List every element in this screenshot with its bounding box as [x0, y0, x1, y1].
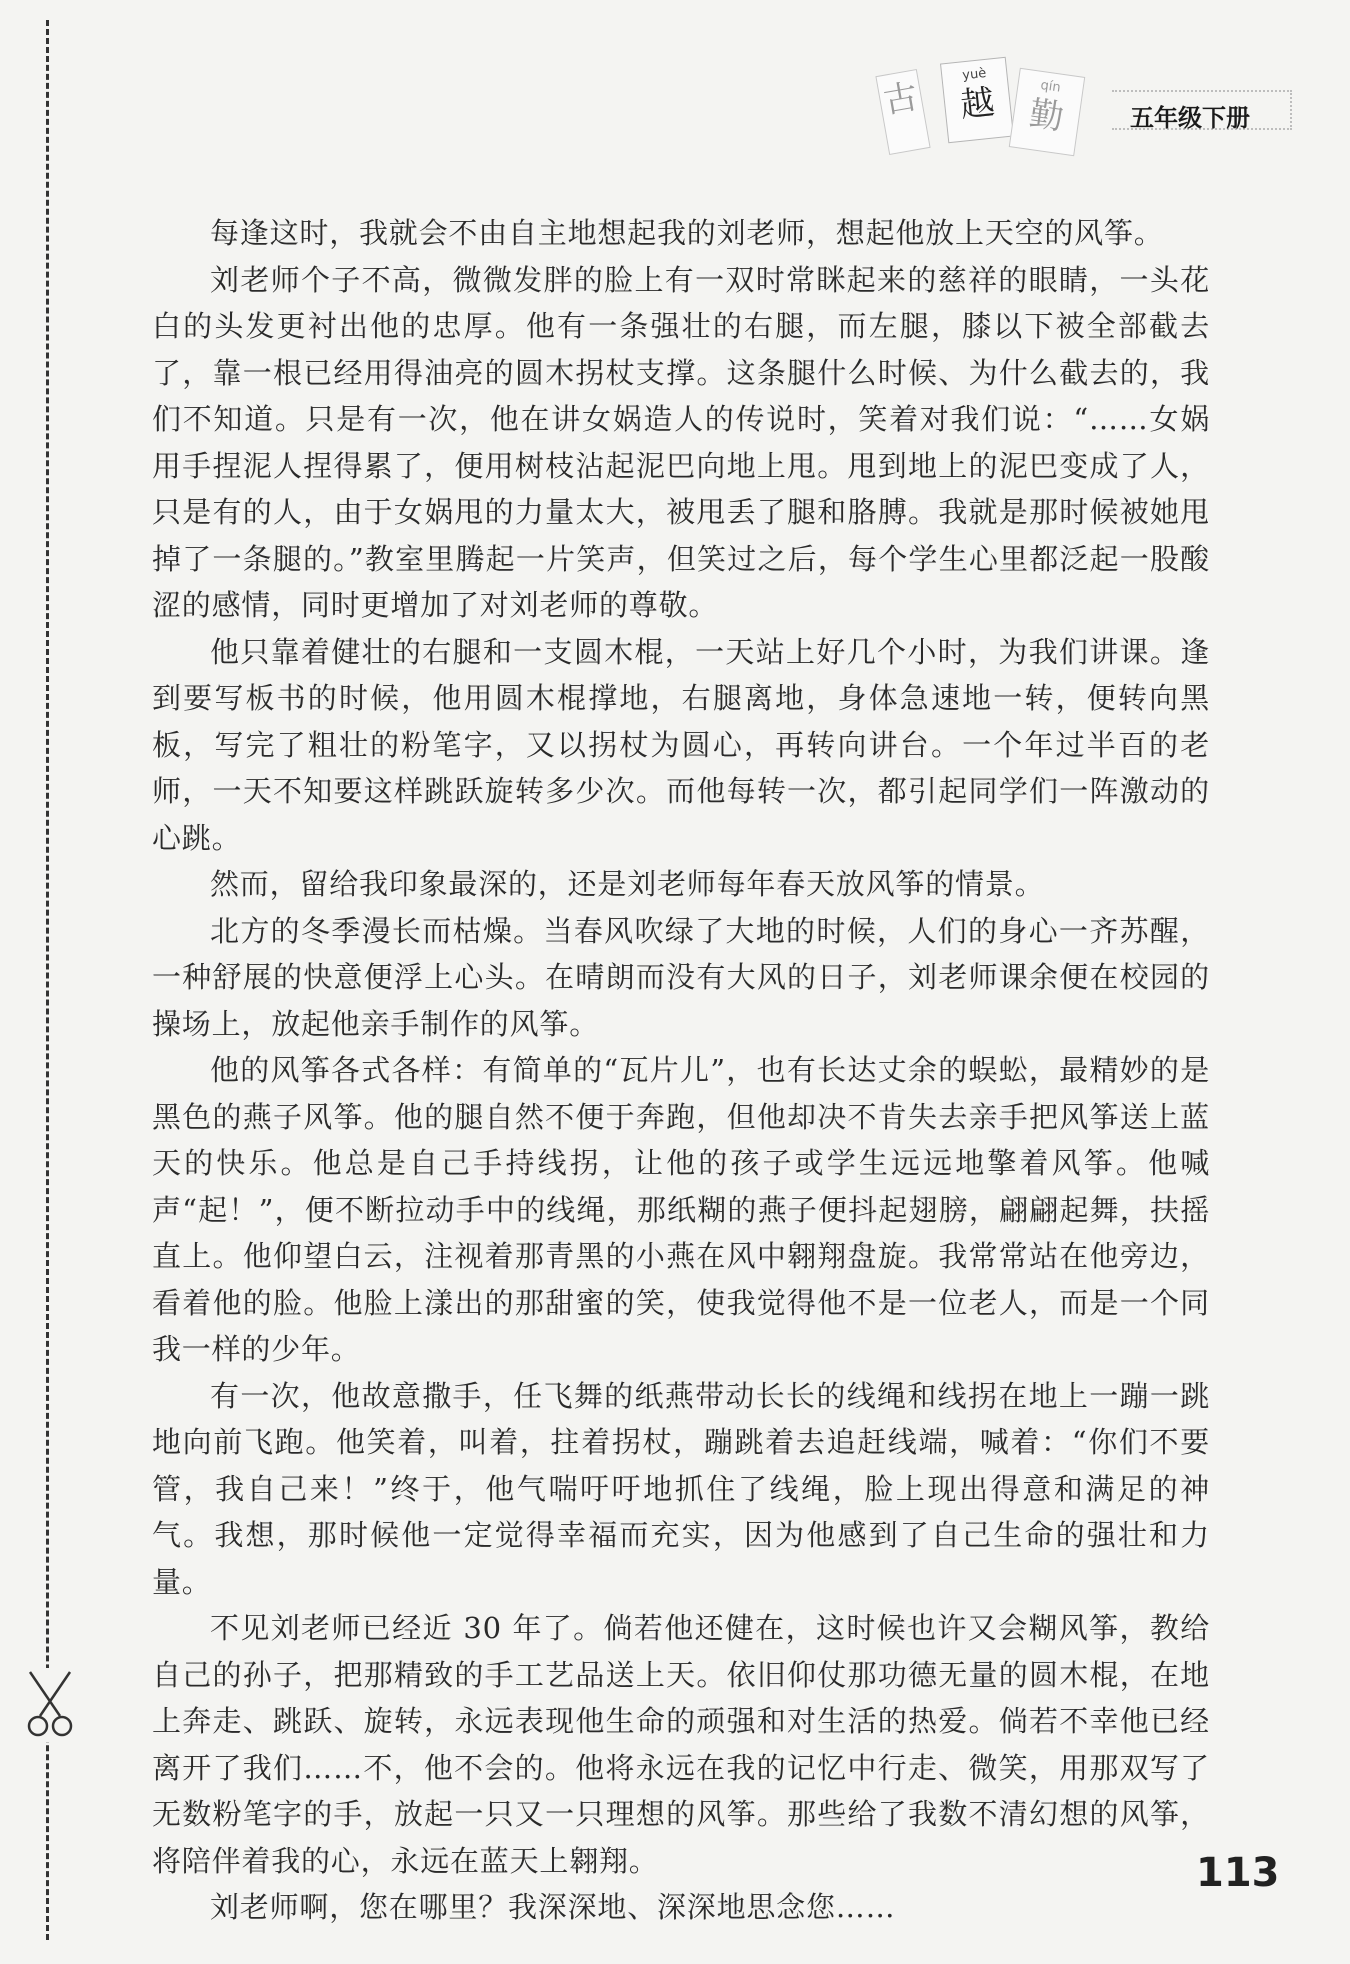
paragraph: 北方的冬季漫长而枯燥。当春风吹绿了大地的时候，人们的身心一齐苏醒，一种舒展的快意便浮上心头。在晴朗而没有大风的日子，刘老师课余便在校园的操场上，放起他亲手制作的风筝。	[152, 913, 1210, 1041]
paragraph: 有一次，他故意撒手，任飞舞的纸燕带动长长的线绳和线拐在地上一蹦一跳地向前飞跑。他笑着，叫着，拄着拐杖，蹦跳着去追赶线端，喊着：“你们不要管，我自己来！”终于，他气喘吁吁地抓住了线绳，脸上现出得意和满足的神气。我想，那时候他一定觉得幸福而充实，因为他感到了自己生命的强壮和力量。	[152, 1378, 1210, 1599]
paragraph: 然而，留给我印象最深的，还是刘老师每年春天放风筝的情景。	[210, 867, 1045, 901]
paragraph: 他的风筝各式各样：有简单的“瓦片儿”，也有长达丈余的蜈蚣，最精妙的是黑色的燕子风筝。他的腿自然不便于奔跑，但他却决不肯失去亲手把风筝送上蓝天的快乐。他总是自己手持线拐，让他的孩子或学生远远地擎着风筝。他喊声“起！”，便不断拉动手中的线绳，那纸糊的燕子便抖起翅膀，翩翩起舞，扶摇直上。他仰望白云，注视着那青黑的小燕在风中翱翔盘旋。我常常站在他旁边，看着他的脸。他脸上漾出的那甜蜜的笑，使我觉得他不是一位老人，而是一个同我一样的少年。	[152, 1053, 1210, 1366]
paragraph: 刘老师个子不高，微微发胖的脸上有一双时常眯起来的慈祥的眼睛，一头花白的头发更衬出他的忠厚。他有一条强壮的右腿，而左腿，膝以下被全部截去了，靠一根已经用得油亮的圆木拐杖支撑。这条腿什么时候、为什么截去的，我们不知道。只是有一次，他在讲女娲造人的传说时，笑着对我们说：“……女娲用手捏泥人捏得累了，便用树枝沾起泥巴向地上甩。甩到地上的泥巴变成了人，只是有的人，由于女娲甩的力量太大，被甩丢了腿和胳膊。我就是那时候被她甩掉了一条腿的。”教室里腾起一片笑声，但笑过之后，每个学生心里都泛起一股酸涩的感情，同时更增加了对刘老师的尊敬。	[152, 262, 1210, 622]
page-header	[850, 50, 1350, 160]
paragraph: 他只靠着健壮的右腿和一支圆木棍，一天站上好几个小时，为我们讲课。逢到要写板书的时候，他用圆木棍撑地，右腿离地，身体急速地一转，便转向黑板，写完了粗壮的粉笔字，又以拐杖为圆心，再转向讲台。一个年过半百的老师，一天不知要这样跳跃旋转多少次。而他每转一次，都引起同学们一阵激动的心跳。	[152, 634, 1210, 855]
paragraph: 不见刘老师已经近 30 年了。倘若他还健在，这时候也许又会糊风筝，教给自己的孙子，把那精致的手工艺品送上天。依旧仰仗那功德无量的圆木棍，在地上奔走、跳跃、旋转，永远表现他生命的顽强和对生活的热爱。倘若不幸他已经离开了我们……不，他不会的。他将永远在我的记忆中行走、微笑，用那双写了无数粉笔字的手，放起一只又一只理想的风筝。那些给了我数不清幻想的风筝，将陪伴着我的心，永远在蓝天上翱翔。	[152, 1611, 1210, 1878]
dashed-cut-line	[46, 20, 49, 1940]
stamp-character: 古	[880, 76, 921, 122]
stamp-pinyin: qín	[1039, 77, 1062, 96]
stamp-pinyin: yuè	[961, 65, 988, 84]
grade-label: 五年级下册	[1130, 104, 1250, 132]
paragraph: 刘老师啊，您在哪里？我深深地、深深地思念您……	[210, 1890, 896, 1924]
stamp-card	[1009, 68, 1085, 156]
stamp-card	[875, 69, 930, 155]
stamp-character: 勤	[1026, 93, 1067, 139]
header-stamps	[882, 54, 1112, 154]
stamp-character: 越	[958, 82, 997, 126]
article-body	[152, 210, 1210, 1931]
page-number: 113	[1196, 1850, 1280, 1896]
paragraph: 每逢这时，我就会不由自主地想起我的刘老师，想起他放上天空的风筝。	[210, 216, 1164, 250]
scissors-icon	[20, 1668, 80, 1742]
stamp-card	[940, 57, 1014, 143]
